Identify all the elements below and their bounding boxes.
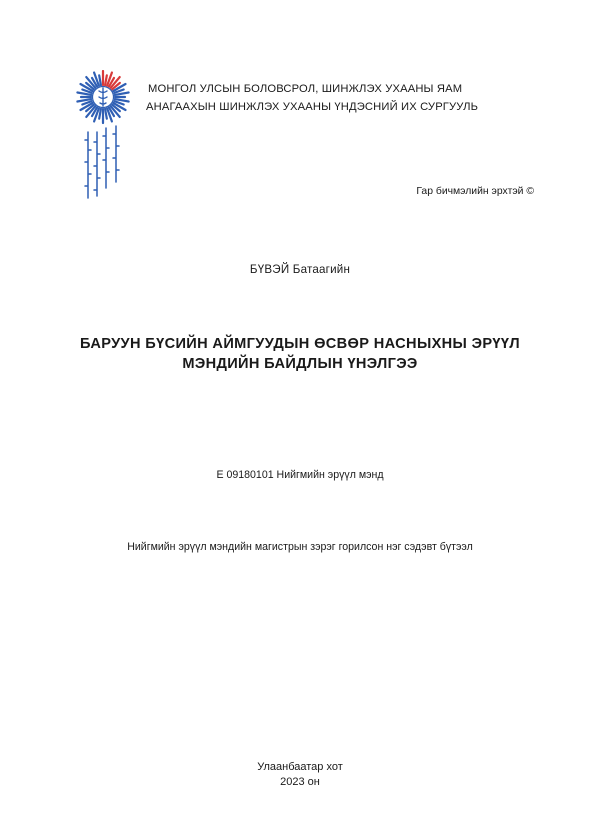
ministry-name: МОНГОЛ УЛСЫН БОЛОВСРОЛ, ШИНЖЛЭХ УХААНЫ ЯАМ — [148, 83, 463, 95]
city: Улаанбаатар хот — [257, 761, 343, 773]
thesis-title-line-2: МЭНДИЙН БАЙДЛЫН ҮНЭЛГЭЭ — [182, 356, 418, 372]
university-name: АНАГААХЫН ШИНЖЛЭХ УХААНЫ ҮНДЭСНИЙ ИХ СУРГУУЛЬ — [146, 101, 479, 113]
year: 2023 он — [280, 776, 320, 788]
thesis-title — [0, 334, 600, 374]
degree-statement: Нийгмийн эрүүл мэндийн магистрын зэрэг горилсон нэг сэдэвт бүтээл — [127, 541, 473, 553]
thesis-title-line-1: БАРУУН БҮСИЙН АЙМГУУДЫН ӨСВӨР НАСНЫХНЫ ЭРҮҮЛ — [80, 336, 520, 352]
copyright-notice: Гар бичмэлийн эрхтэй © — [416, 186, 534, 197]
university-logo-icon — [72, 70, 134, 205]
specialty-code: E 09180101 Нийгмийн эрүүл мэнд — [216, 469, 384, 481]
author-name: БҮВЭЙ Батаагийн — [249, 263, 351, 276]
institution-header — [146, 80, 478, 116]
place-and-year — [0, 760, 600, 790]
